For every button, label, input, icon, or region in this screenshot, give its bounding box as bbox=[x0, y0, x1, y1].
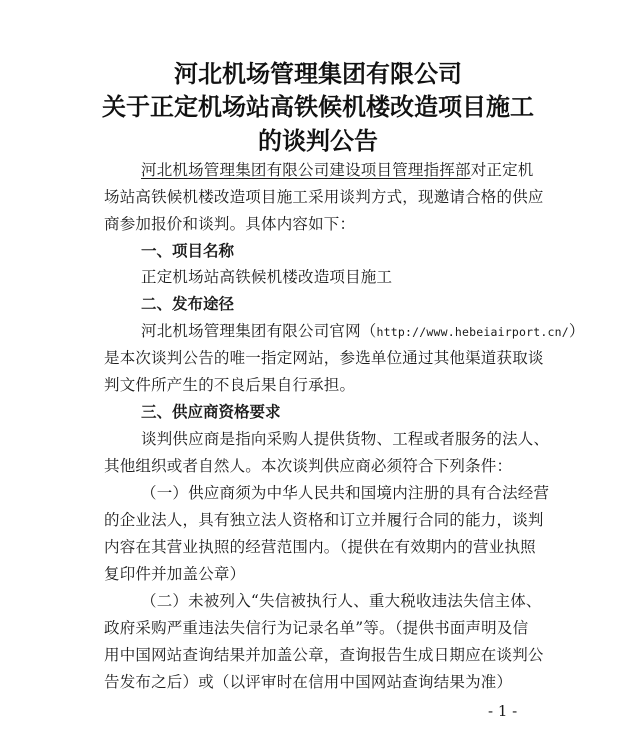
section-3-heading: 三、供应商资格要求 bbox=[141, 403, 281, 421]
section-2-heading: 二、发布途径 bbox=[141, 295, 235, 313]
section-2-line-1 bbox=[141, 320, 585, 343]
section-2-line-1-a: 河北机场管理集团有限公司官网（ bbox=[141, 322, 377, 340]
item-2-line-1: （二）未被列入“失信被执行人、重大税收违法失信主体、 bbox=[141, 592, 542, 610]
section-1-heading: 一、项目名称 bbox=[141, 242, 235, 260]
item-1-line-3: 内容在其营业执照的经营范围内。（提供在有效期内的营业执照 bbox=[104, 538, 536, 556]
item-2-line-3: 用中国网站查询结果并加盖公章，查询报告生成日期应在谈判公 bbox=[104, 646, 544, 664]
intro-line-1-rest: 对正定机 bbox=[470, 161, 534, 179]
intro-line-2: 场站高铁候机楼改造项目施工采用谈判方式，现邀请合格的供应 bbox=[104, 188, 544, 206]
item-2-line-2: 政府采购严重违法失信行为记录名单”等。（提供书面声明及信 bbox=[104, 619, 529, 637]
title-line-2: 关于正定机场站高铁候机楼改造项目施工 bbox=[102, 93, 534, 121]
section-2-line-3: 判文件所产生的不良后果自行承担。 bbox=[104, 376, 356, 394]
intro-line-1 bbox=[141, 159, 581, 181]
item-1-line-2: 的企业法人，具有独立法人资格和订立并履行合同的能力，谈判 bbox=[104, 511, 544, 529]
intro-line-3: 商参加报价和谈判。具体内容如下： bbox=[104, 215, 356, 233]
section-3-line-2: 其他组织或者自然人。本次谈判供应商必须符合下列条件： bbox=[104, 457, 513, 475]
section-2-line-2: 是本次谈判公告的唯一指定网站，参选单位通过其他渠道获取谈 bbox=[104, 349, 544, 367]
item-1-line-4: 复印件并加盖公章） bbox=[104, 565, 246, 583]
page-number: - 1 - bbox=[488, 702, 518, 720]
title-line-1: 河北机场管理集团有限公司 bbox=[174, 60, 462, 88]
issuer-name: 河北机场管理集团有限公司建设项目管理指挥部 bbox=[141, 161, 471, 179]
website-url: http://www.hebeiairport.cn/ bbox=[376, 325, 569, 339]
section-2-line-1-b: ） bbox=[568, 322, 585, 340]
item-1-line-1: （一）供应商须为中华人民共和国境内注册的具有合法经营 bbox=[141, 484, 550, 502]
section-1-line-1: 正定机场站高铁候机楼改造项目施工 bbox=[141, 268, 393, 286]
section-3-line-1: 谈判供应商是指向采购人提供货物、工程或者服务的法人、 bbox=[141, 430, 550, 448]
title-line-3: 的谈判公告 bbox=[258, 127, 378, 155]
item-2-line-4: 告发布之后）或（以评审时在信用中国网站查询结果为准） bbox=[104, 673, 513, 691]
